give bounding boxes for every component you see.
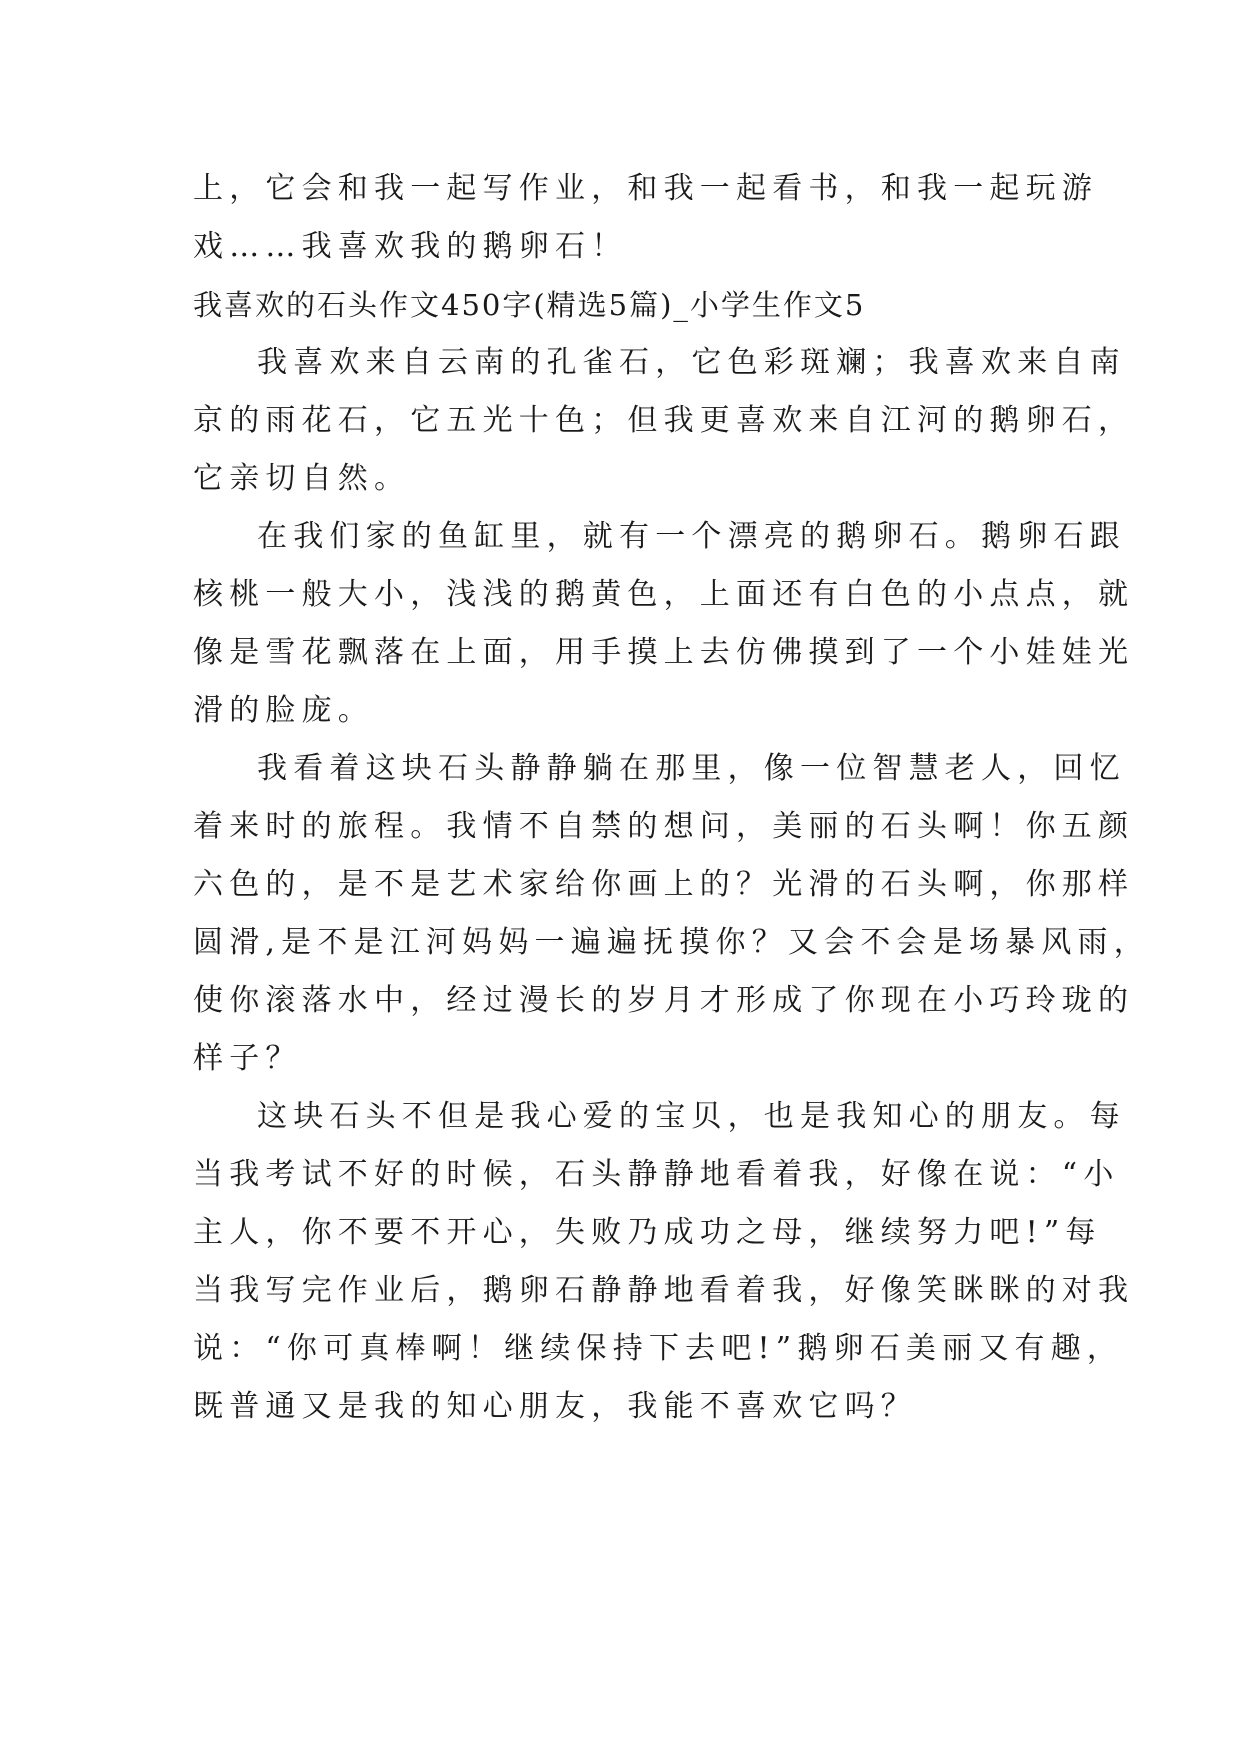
text-line: 当我考试不好的时候，石头静静地看着我，好像在说：“小 [193,1157,1120,1192]
text-line: 说：“你可真棒啊！继续保持下去吧!”鹅卵石美丽又有趣， [193,1331,1124,1366]
paragraph-first-line: 这块石头不但是我心爱的宝贝，也是我知心的朋友。每 [257,1099,1126,1134]
document-body [193,160,1150,1436]
text-line: 像是雪花飘落在上面，用手摸上去仿佛摸到了一个小娃娃光 [193,635,1135,670]
text-line: 滑的脸庞。 [193,693,374,728]
text-line: 样子？ [193,1041,302,1076]
text-line: 戏……我喜欢我的鹅卵石！ [193,229,628,264]
text-line: 既普通又是我的知心朋友，我能不喜欢它吗？ [193,1389,917,1424]
paragraph-first-line: 我看着这块石头静静躺在那里，像一位智慧老人，回忆 [257,751,1126,786]
section-title: 我喜欢的石头作文450字(精选5篇)_小学生作文5 [193,288,866,322]
text-line: 使你滚落水中，经过漫长的岁月才形成了你现在小巧玲珑的 [193,983,1135,1018]
text-line: 着来时的旅程。我情不自禁的想问，美丽的石头啊！你五颜 [193,809,1135,844]
text-line: 主人，你不要不开心，失败乃成功之母，继续努力吧!”每 [193,1215,1102,1250]
paragraph-first-line: 在我们家的鱼缸里，就有一个漂亮的鹅卵石。鹅卵石跟 [257,519,1126,554]
text-line: 核桃一般大小，浅浅的鹅黄色，上面还有白色的小点点，就 [193,577,1135,612]
text-line: 当我写完作业后，鹅卵石静静地看着我，好像笑眯眯的对我 [193,1273,1135,1308]
text-line: 上，它会和我一起写作业，和我一起看书，和我一起玩游 [193,171,1098,206]
text-line: 京的雨花石，它五光十色；但我更喜欢来自江河的鹅卵石， [193,403,1135,438]
paragraph-first-line: 我喜欢来自云南的孔雀石，它色彩斑斓；我喜欢来自南 [257,345,1126,380]
text-line: 六色的，是不是艺术家给你画上的？光滑的石头啊，你那样 [193,867,1135,902]
text-line: 它亲切自然。 [193,461,411,496]
text-line: 圆滑,是不是江河妈妈一遍遍抚摸你？又会不会是场暴风雨， [193,925,1150,960]
